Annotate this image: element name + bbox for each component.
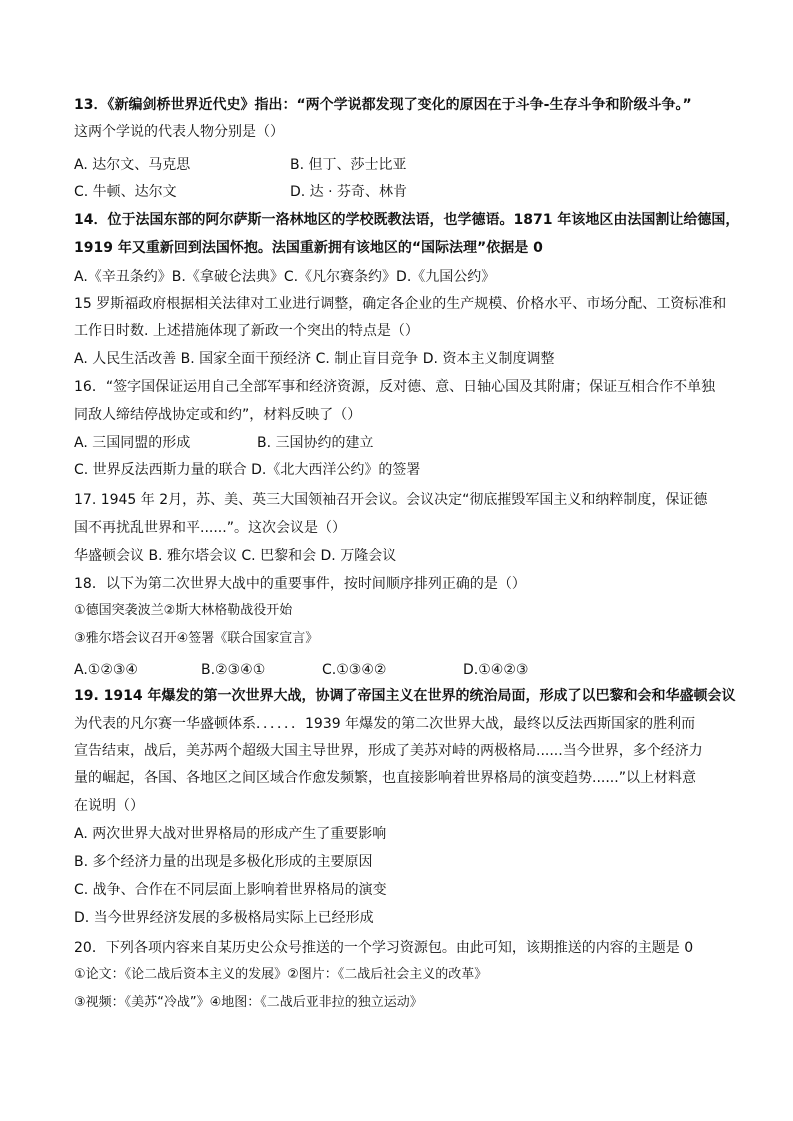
q16-options-cd: C. 世界反法西斯力量的联合 D.《北大西洋公约》的签署 xyxy=(74,462,421,478)
q19-option-b: B. 多个经济力量的出现是多极化形成的主要原因 xyxy=(74,854,373,870)
q18-option-d: D.①④②③ xyxy=(463,662,529,678)
q13-stem-line2: 这两个学说的代表人物分别是（） xyxy=(74,124,284,140)
q19-stem-line2: 为代表的凡尔赛一华盛顿体系．．．．．．1939 年爆发的第二次世界大战，最终以反法西斯国家的胜利而 xyxy=(74,716,696,732)
q18-events-line2: ③雅尔塔会议召开④签署《联合国家宣言》 xyxy=(74,631,319,646)
q16-stem-line2: 同敌人缔结停战协定或和约”，材料反映了（） xyxy=(74,407,362,423)
q19-stem-line5: 在说明（） xyxy=(74,798,144,814)
q15-options: A. 人民生活改善 B. 国家全面干预经济 C. 制止盲目竞争 D. 资本主义制度调整 xyxy=(74,351,555,367)
q15-stem-line2: 工作日时数. 上述措施体现了新政一个突出的特点是（） xyxy=(74,323,419,339)
q17-options: 华盛顿会议 B. 雅尔塔会议 C. 巴黎和会 D. 万隆会议 xyxy=(74,548,397,564)
q20-resources-line1: ①论文：《论二战后资本主义的发展》②图片：《二战后社会主义的改革》 xyxy=(74,967,488,982)
q19-stem-line4: 量的崛起，各国、各地区之间区域合作愈发频繁，也直接影响着世界格局的演变趋势......”以上材料意 xyxy=(74,770,696,786)
q16-option-b: B. 三国协约的建立 xyxy=(257,435,374,451)
q18-option-a: A.①②③④ xyxy=(74,662,138,678)
q19-option-a: A. 两次世界大战对世界格局的形成产生了重要影响 xyxy=(74,826,387,842)
q18-option-c: C.①③④② xyxy=(322,662,387,678)
q14-stem-line2: 1919 年又重新回到法国怀抱。法国重新拥有该地区的“国际法理”依据是 0 xyxy=(74,240,543,256)
q17-stem-line1: 17. 1945 年 2月，苏、美、英三大国领袖召开会议。会议决定“彻底摧毁军国主义和纳粹制度，保证德 xyxy=(74,492,708,508)
q14-options: A.《辛丑条约》B.《拿破仑法典》C.《凡尔赛条约》D.《九国公约》 xyxy=(74,269,496,285)
q15-stem-line1: 15 罗斯福政府根据相关法律对工业进行调整，确定各企业的生产规模、价格水平、市场分配、工资标准和 xyxy=(74,296,727,312)
q13-option-b: B. 但丁、莎士比亚 xyxy=(290,157,407,173)
q16-option-a: A. 三国同盟的形成 xyxy=(74,435,191,451)
q13-stem-line1: 13．《新编剑桥世界近代史》指出：“两个学说都发现了变化的原因在于斗争-生存斗争和阶级斗争。” xyxy=(74,97,692,113)
q19-option-c: C. 战争、合作在不同层面上影响着世界格局的演变 xyxy=(74,882,387,898)
q18-option-b: B.②③④① xyxy=(201,662,266,678)
q18-events-line1: ①德国突袭波兰②斯大林格勒战役开始 xyxy=(74,603,293,618)
q20-stem-line1: 20．下列各项内容来自某历史公众号推送的一个学习资源包。由此可知，该期推送的内容的主题是 0 xyxy=(74,940,694,956)
q17-stem-line2: 国不再扰乱世界和平......”。这次会议是（） xyxy=(74,520,346,536)
q20-resources-line2: ③视频：《美苏“冷战”》④地图：《二战后亚非拉的独立运动》 xyxy=(74,995,423,1010)
q19-stem-line1: 19. 1914 年爆发的第一次世界大战，协调了帝国主义在世界的统治局面，形成了以巴黎和会和华盛顿会议 xyxy=(74,688,736,704)
q19-stem-line3: 宣告结束，战后，美苏两个超级大国主导世界，形成了美苏对峙的两极格局......当今世界，多个经济力 xyxy=(74,743,703,759)
q19-option-d: D. 当今世界经济发展的多极格局实际上已经形成 xyxy=(74,910,374,926)
q18-stem-line1: 18．以下为第二次世界大战中的重要事件，按时间顺序排列正确的是（） xyxy=(74,576,526,592)
q13-option-a: A. 达尔文、马克思 xyxy=(74,157,191,173)
q16-stem-line1: 16．“签字国保证运用自己全部军事和经济资源，反对德、意、日轴心国及其附庸；保证互相合作不单独 xyxy=(74,379,716,395)
q13-option-d: D. 达 · 芬奇、林肯 xyxy=(290,184,408,200)
q13-option-c: C. 牛顿、达尔文 xyxy=(74,184,177,200)
q14-stem-line1: 14．位于法国东部的阿尔萨斯一洛林地区的学校既教法语，也学德语。1871 年该地区由法国割让给德国， xyxy=(74,212,740,228)
